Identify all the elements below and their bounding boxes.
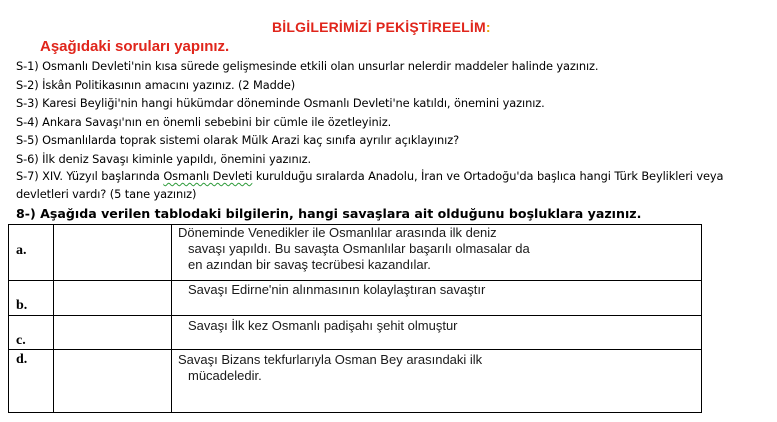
description-line: en azından bir savaş tecrübesi kazandılar. (188, 257, 431, 272)
question-list (16, 57, 776, 203)
answer-blank-cell[interactable] (54, 225, 172, 281)
question-7-prefix: S-7) XIV. Yüzyıl başlarında (16, 169, 164, 183)
section-8-heading: 8-) Aşağıda verilen tablodaki bilgilerin, hangi savaşlara ait olduğunu boşluklara yazınız. (16, 206, 642, 221)
row-letter-cell (9, 281, 54, 316)
table-row (9, 225, 702, 281)
row-letter: b. (16, 298, 28, 313)
description-line: mücadeledir. (188, 368, 262, 383)
worksheet-title-colon: : (485, 19, 491, 35)
description-cell (172, 316, 702, 350)
row-letter-cell (9, 316, 54, 350)
answer-blank-cell[interactable] (54, 316, 172, 350)
war-matching-table (8, 224, 702, 413)
answer-blank-cell[interactable] (54, 281, 172, 316)
description-line: Savaşı İlk kez Osmanlı padişahı şehit olmuştur (188, 318, 458, 333)
row-letter: c. (16, 333, 26, 348)
question-2: S-2) İskân Politikasının amacını yazınız. (2 Madde) (16, 77, 296, 92)
question-3: S-3) Karesi Beyliği'nin hangi hükümdar döneminde Osmanlı Devleti'ne katıldı, önemini yazınız. (16, 96, 545, 110)
row-letter: a. (16, 243, 27, 258)
table-row (9, 316, 702, 350)
table-row (9, 350, 702, 413)
answer-blank-cell[interactable] (54, 350, 172, 413)
row-letter-cell (9, 225, 54, 281)
question-7 (16, 168, 776, 203)
description-line: Savaşı Edirne'nin alınmasının kolaylaştıran savaştır (188, 282, 486, 297)
description-cell (172, 281, 702, 316)
row-letter-cell (9, 350, 54, 413)
question-7-suffix: kurulduğu sıralarda Anadolu, İran ve Ortadoğu'da başlıca hangi Türk Beylikleri veya devletleri vardı? (5 tane yazınız) (16, 169, 724, 201)
question-1: S-1) Osmanlı Devleti'nin kısa sürede gelişmesinde etkili olan unsurlar nelerdir maddeler halinde yazınız. (16, 59, 599, 73)
table-row (9, 281, 702, 316)
question-6: S-6) İlk deniz Savaşı kiminle yapıldı, önemini yazınız. (16, 151, 312, 166)
description-line: savaşı yapıldı. Bu savaşta Osmanlılar başarılı olmasalar da (188, 241, 530, 256)
question-4: S-4) Ankara Savaşı'nın en önemli sebebini bir cümle ile özetleyiniz. (16, 114, 392, 129)
question-5: S-5) Osmanlılarda toprak sistemi olarak Mülk Arazi kaç sınıfa ayrılır açıklayınız? (16, 133, 460, 147)
question-7-spellcheck-word: Osmanlı Devleti (163, 169, 253, 183)
description-cell (172, 350, 702, 413)
description-line: Savaşı Bizans tekfurlarıyla Osman Bey arasındaki ilk (178, 352, 483, 367)
description-cell (172, 225, 702, 281)
worksheet-subtitle: Aşağıdaki soruları yapınız. (40, 38, 230, 55)
worksheet-title-text: BİLGİLERİMİZİ PEKİŞTİREELİM (272, 19, 486, 35)
description-line: Döneminde Venedikler ile Osmanlılar arasında ilk deniz (178, 225, 497, 240)
row-letter: d. (16, 352, 28, 367)
worksheet-title (272, 19, 491, 35)
